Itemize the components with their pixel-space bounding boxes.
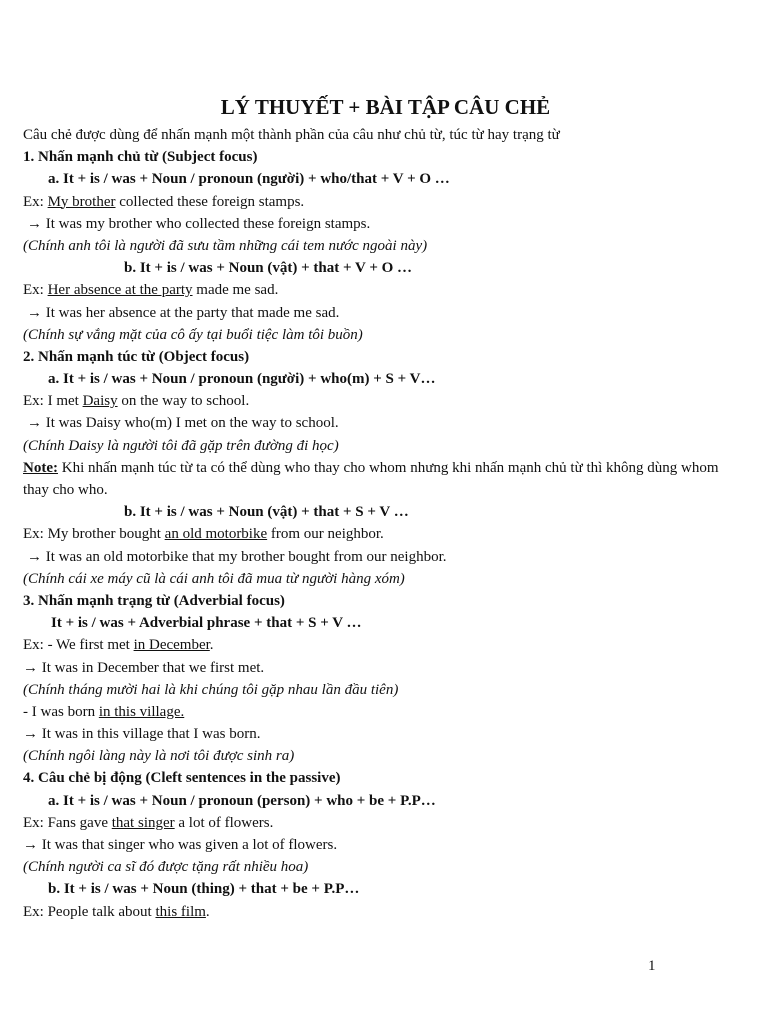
section-4-example-1: [23, 812, 748, 834]
section-2-formula-a: a. It + is / was + Noun / pronoun (người) + who(m) + S + V…: [48, 371, 436, 388]
section-3-formula: It + is / was + Adverbial phrase + that + S + V …: [51, 615, 362, 632]
section-2-example-1: [23, 390, 748, 412]
note-text: Khi nhấn mạnh túc từ ta có thể dùng who thay cho whom nhưng khi nhấn mạnh chủ từ thì không dùng whom thay cho who.: [23, 459, 719, 499]
section-2-answer-2: → It was an old motorbike that my brother bought from our neighbor.: [27, 548, 447, 565]
page-title: LÝ THUYẾT + BÀI TẬP CÂU CHẺ: [220, 95, 551, 119]
example-text: Ex: - We first met: [23, 637, 134, 654]
example-text: a lot of flowers.: [174, 814, 274, 831]
section-2-example-2: [23, 523, 748, 545]
section-4-formula-b: b. It + is / was + Noun (thing) + that + be + P.P…: [48, 881, 360, 898]
section-1-translation-2: (Chính sự vắng mặt của cô ấy tại buổi tiệc làm tôi buồn): [23, 326, 363, 343]
section-1-heading: 1. Nhấn mạnh chủ từ (Subject focus): [23, 149, 258, 166]
example-text: from our neighbor.: [267, 526, 384, 543]
example-text: Ex:: [23, 282, 48, 299]
intro-text: Câu chẻ được dùng để nhấn mạnh một thành phần của câu như chủ từ, túc từ hay trạng từ: [23, 127, 560, 143]
section-1-formula-b: b. It + is / was + Noun (vật) + that + V + O …: [124, 260, 413, 277]
example-text: Ex: People talk about: [23, 903, 156, 920]
example-text: on the way to school.: [117, 393, 250, 410]
section-2-formula-b: b. It + is / was + Noun (vật) + that + S + V …: [124, 504, 409, 521]
section-3-translation-1: (Chính tháng mười hai là khi chúng tôi gặp nhau lần đầu tiên): [23, 681, 399, 698]
example-underlined: Daisy: [82, 393, 118, 410]
section-2-heading: 2. Nhấn mạnh túc từ (Object focus): [23, 348, 250, 365]
section-2-translation-2: (Chính cái xe máy cũ là cái anh tôi đã mua từ người hàng xóm): [23, 570, 405, 587]
example-text: made me sad.: [192, 282, 279, 299]
example-underlined: Her absence at the party: [47, 282, 193, 299]
example-text: collected these foreign stamps.: [115, 193, 305, 210]
note-label: Note:: [23, 459, 58, 476]
section-4-translation-1: (Chính người ca sĩ đó được tặng rất nhiều hoa): [23, 859, 309, 876]
example-underlined: in this village.: [98, 703, 185, 720]
example-underlined: this film: [155, 903, 206, 920]
example-underlined: My brother: [47, 193, 116, 210]
section-1-answer-1: → It was my brother who collected these foreign stamps.: [27, 215, 371, 232]
section-1-example-2: [23, 279, 748, 301]
section-4-heading: 4. Câu chẻ bị động (Cleft sentences in the passive): [23, 770, 341, 787]
section-4-answer-1: → It was that singer who was given a lot of flowers.: [23, 837, 338, 854]
section-1-example-1: [23, 191, 748, 213]
section-1-formula-a: a. It + is / was + Noun / pronoun (người) + who/that + V + O …: [48, 171, 450, 188]
document-content: [23, 92, 748, 923]
section-1-translation-1: (Chính anh tôi là người đã sưu tầm những cái tem nước ngoài này): [23, 237, 428, 254]
example-text: Ex: My brother bought: [23, 526, 165, 543]
section-2-translation-1: (Chính Daisy là người tôi đã gặp trên đường đi học): [23, 437, 339, 454]
section-3-heading: 3. Nhấn mạnh trạng từ (Adverbial focus): [23, 592, 285, 609]
section-3-example-2: [23, 701, 748, 723]
section-3-translation-2: (Chính ngôi làng này là nơi tôi được sinh ra): [23, 748, 295, 765]
page-number: 1: [648, 958, 656, 974]
example-underlined: that singer: [111, 814, 175, 831]
section-4-example-2: [23, 901, 748, 923]
example-underlined: in December: [133, 637, 210, 654]
section-2-note: [23, 457, 748, 501]
example-text: .: [209, 637, 214, 654]
section-1-answer-2: → It was her absence at the party that made me sad.: [27, 304, 340, 321]
section-3-answer-2: → It was in this village that I was born.: [23, 726, 261, 743]
example-text: Ex: I met: [23, 393, 83, 410]
example-text: .: [205, 903, 210, 920]
section-2-answer-1: → It was Daisy who(m) I met on the way to school.: [27, 415, 339, 432]
example-text: - I was born: [23, 703, 99, 720]
section-4-formula-a: a. It + is / was + Noun / pronoun (person) + who + be + P.P…: [48, 792, 436, 809]
section-3-example-1: [23, 634, 748, 656]
example-underlined: an old motorbike: [164, 526, 268, 543]
section-3-answer-1: → It was in December that we first met.: [23, 659, 265, 676]
example-text: Ex:: [23, 193, 48, 210]
example-text: Ex: Fans gave: [23, 814, 112, 831]
